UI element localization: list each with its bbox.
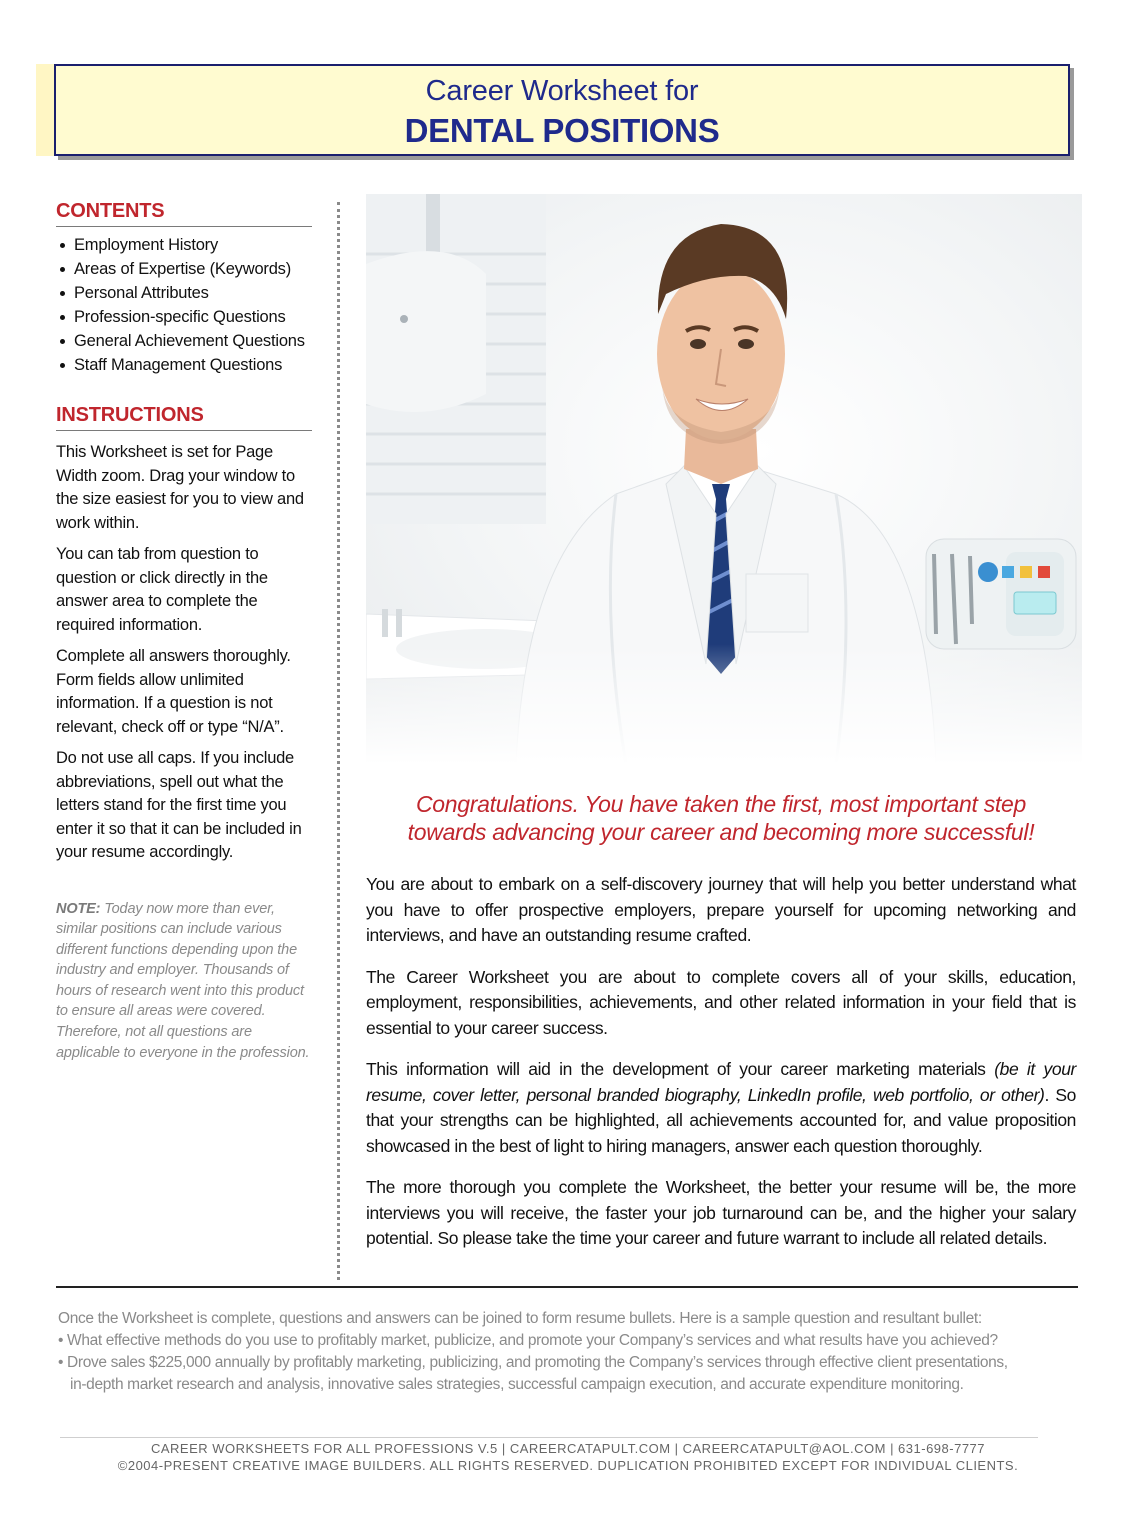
main-column xyxy=(366,790,1076,1252)
section-divider xyxy=(56,1286,1078,1288)
contents-item: Employment History xyxy=(56,233,312,257)
title-line-1: Career Worksheet for xyxy=(425,75,699,107)
footer-line-1: CAREER WORKSHEETS FOR ALL PROFESSIONS V.5 | CAREERCATAPULT.COM | CAREERCATAPULT@AOL.COM | 631-698-7777 xyxy=(150,1441,986,1456)
congratulations-message xyxy=(366,790,1076,846)
column-divider xyxy=(337,202,340,1280)
footer-divider xyxy=(60,1437,1038,1438)
instruction-paragraph: Complete all answers thoroughly. Form fields allow unlimited information. If a question is not relevant, check off or type “N/A”. xyxy=(56,647,291,736)
sample-question: • What effective methods do you use to profitably market, publicize, and promote your Company’s services and what results have you achieved? xyxy=(58,1332,998,1349)
contents-item: General Achievement Questions xyxy=(56,329,312,353)
instruction-paragraph: This Worksheet is set for Page Width zoom. Drag your window to the size easiest for you to view and work within. xyxy=(56,443,304,532)
footer xyxy=(40,1440,1096,1474)
sample-bullet-section xyxy=(58,1308,1078,1396)
paragraph-text: . So that your strengths can be highlighted, all achievements accounted for, and value proposition showcased in the best of light to hiring managers, answer each question thoroughly. xyxy=(366,1084,1076,1156)
title-banner xyxy=(54,64,1070,156)
sample-bullet-continued: in-depth market research and analysis, innovative sales strategies, successful campaign execution, and accurate expenditure monitoring. xyxy=(70,1376,964,1393)
instruction-paragraph: You can tab from question to question or click directly in the answer area to complete the required information. xyxy=(56,545,268,634)
instructions-heading: INSTRUCTIONS xyxy=(56,404,312,431)
left-column xyxy=(56,200,312,1063)
intro-paragraph: The more thorough you complete the Worksheet, the better your resume will be, the more interviews you will receive, the faster your job turnaround can be, and the higher your salary potential. So please take the time your career and future warrant to include all related details. xyxy=(366,1177,1076,1248)
photo-fade xyxy=(366,644,1082,764)
paragraph-text: This information will aid in the development of your career marketing materials xyxy=(366,1059,995,1079)
note xyxy=(56,899,312,1064)
dentist-photo xyxy=(366,194,1082,764)
intro-paragraph: The Career Worksheet you are about to complete covers all of your skills, education, employment, responsibilities, achievements, and other related information in your field that is essential to your career success. xyxy=(366,966,1076,1038)
sample-bullet: • Drove sales $225,000 annually by profitably marketing, publicizing, and promoting the Company’s services through effective client presentations, xyxy=(58,1354,1008,1371)
instructions-body xyxy=(56,441,312,865)
note-text: Today now more than ever, similar positions can include various different functions depending upon the industry and employer. Thousands of hours of research went into this product to ensure all areas were covered. Therefore, not all questions are applicable to everyone in the profession. xyxy=(56,900,310,1061)
contents-item: Areas of Expertise (Keywords) xyxy=(56,257,312,281)
contents-list xyxy=(56,233,312,377)
footer-line-2: ©2004-PRESENT CREATIVE IMAGE BUILDERS. ALL RIGHTS RESERVED. DUPLICATION PROHIBITED EXCEPT FOR INDIVIDUAL CLIENTS. xyxy=(117,1458,1019,1473)
contents-item: Staff Management Questions xyxy=(56,353,312,377)
title-line-2: DENTAL POSITIONS xyxy=(404,112,720,149)
intro-paragraph xyxy=(366,1057,1076,1159)
congrats-line-1: Congratulations. You have taken the first, most important step xyxy=(416,791,1026,817)
instruction-paragraph: Do not use all caps. If you include abbreviations, spell out what the letters stand for the first time you enter it so that it can be included in your resume accordingly. xyxy=(56,749,302,861)
note-label: NOTE: xyxy=(56,900,101,917)
congrats-line-2: towards advancing your career and becoming more successful! xyxy=(407,819,1035,845)
contents-item: Personal Attributes xyxy=(56,281,312,305)
contents-item: Profession-specific Questions xyxy=(56,305,312,329)
intro-paragraph: You are about to embark on a self-discovery journey that will help you better understand what you have to offer prospective employers, prepare yourself for upcoming networking and interviews, and have an outstanding resume crafted. xyxy=(366,874,1076,945)
paragraph-italic-text: (be it your resume, cover letter, personal branded biography, LinkedIn profile, web portfolio, or other) xyxy=(366,1059,1076,1105)
contents-heading: CONTENTS xyxy=(56,200,312,227)
header-accent xyxy=(36,64,54,156)
sample-intro: Once the Worksheet is complete, questions and answers can be joined to form resume bullets. Here is a sample question and resultant bullet: xyxy=(58,1310,982,1327)
